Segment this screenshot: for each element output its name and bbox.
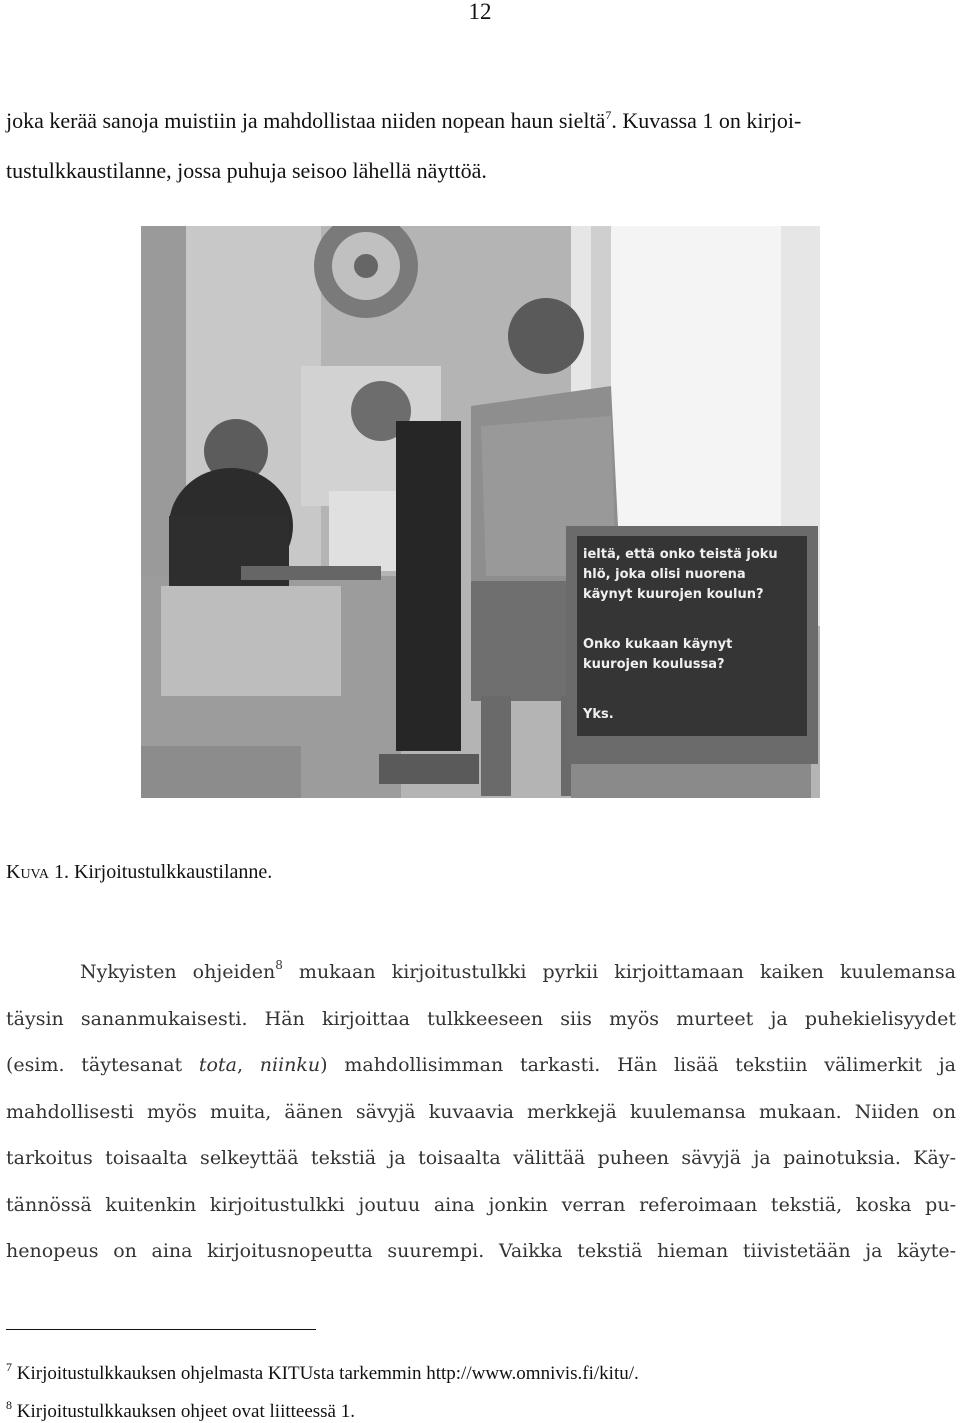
footnote-text: Kirjoitustulkkauksen ohjelmasta KITUsta tarkemmin http://www.omnivis.fi/kitu/. xyxy=(12,1363,639,1384)
footnote-7 xyxy=(6,1356,639,1385)
screen-text-4: Onko kukaan käynyt xyxy=(583,637,733,652)
body-line-3 xyxy=(6,1042,956,1089)
body-italic-text: niinku xyxy=(259,1054,321,1076)
intro-line-2: tustulkkaustilanne, jossa puhuja seisoo lähellä näyttöä. xyxy=(6,158,487,183)
footnote-text: Kirjoitustulkkauksen ohjeet ovat liitteessä 1. xyxy=(12,1401,355,1422)
caption-label: Kuva 1. xyxy=(6,861,69,883)
page-number: 12 xyxy=(468,0,492,24)
body-line-6: tännössä kuitenkin kirjoitustulkki joutuu aina jonkin verran referoimaan tekstiä, koska pu- xyxy=(6,1193,956,1216)
body-italic-text: tota xyxy=(198,1054,237,1076)
body-line-1 xyxy=(6,942,956,996)
intro-text: . Kuvassa 1 on kirjoi- xyxy=(611,108,802,133)
body-text: ) mahdollisimman tarkasti. Hän lisää tekstiin välimerkit ja xyxy=(320,1054,956,1076)
caption-text: Kirjoitustulkkaustilanne. xyxy=(68,861,273,883)
intro-line-1 xyxy=(6,90,956,146)
figure-caption xyxy=(6,858,272,886)
intro-paragraph xyxy=(6,90,956,196)
intro-text: joka kerää sanoja muistiin ja mahdollistaa niiden nopean haun sieltä xyxy=(6,108,606,133)
photograph-icon xyxy=(141,226,820,798)
figure-photo xyxy=(141,226,820,798)
footnote-number: 8 xyxy=(6,1398,12,1412)
footnote-ref-8: 8 xyxy=(275,958,283,972)
screen-text-1: ieltä, että onko teistä joku xyxy=(583,547,778,562)
body-paragraph xyxy=(6,942,956,1275)
body-text: , xyxy=(236,1054,260,1076)
screen-text-2: hlö, joka olisi nuorena xyxy=(583,567,746,582)
footnote-ref-7: 7 xyxy=(605,108,612,122)
screen-text-6: Yks. xyxy=(583,707,614,722)
body-text: Nykyisten ohjeiden xyxy=(80,961,276,983)
body-text: (esim. täytesanat xyxy=(6,1054,199,1076)
screen-text-5: kuurojen koulussa? xyxy=(583,657,725,672)
body-text: mukaan kirjoitustulkki pyrkii kirjoittamaan kaiken kuulemansa xyxy=(282,961,956,983)
footnote-divider xyxy=(6,1329,316,1330)
screen-text-3: käynyt kuurojen koulun? xyxy=(583,587,764,602)
body-line-7: henopeus on aina kirjoitusnopeutta suurempi. Vaikka tekstiä hieman tiivistetään ja käyte- xyxy=(6,1240,956,1262)
body-line-2: täysin sananmukaisesti. Hän kirjoittaa tulkkeeseen siis myös murteet ja puhekielisyydet xyxy=(6,1007,956,1030)
body-line-4: mahdollisesti myös muita, äänen sävyjä kuvaavia merkkejä kuulemansa mukaan. Niiden on xyxy=(6,1100,956,1123)
footnote-number: 7 xyxy=(6,1360,12,1374)
body-line-5: tarkoitus toisaalta selkeyttää tekstiä ja toisaalta välittää puheen sävyjä ja painotuksia. Käy- xyxy=(6,1147,956,1169)
